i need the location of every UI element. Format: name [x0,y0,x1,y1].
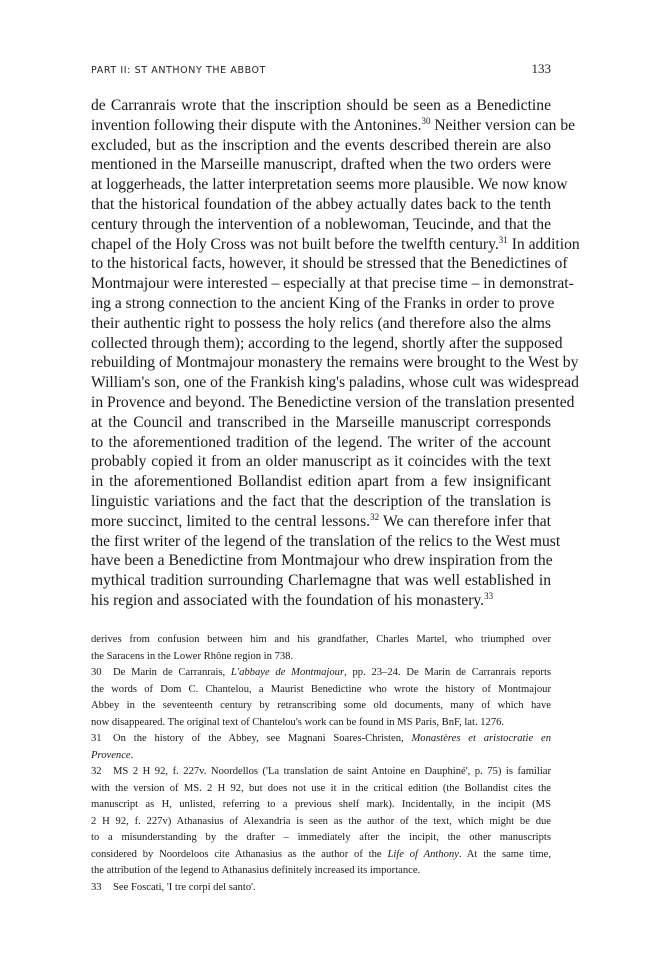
footnote-line: 33 See Foscati, 'I tre corpi del santo'. [91,880,551,897]
text-line: excluded, but as the inscription and the events described therein are also [91,136,551,154]
text-line: at the Council and transcribed in the Marseille manuscript corresponds [91,413,551,431]
text-line: linguistic variations and the fact that the description of the translation is [91,492,551,510]
footnote-line: Abbey in the seventeenth century by retranscribing some old documents, many of which have [91,700,551,711]
footnote-line: 31 On the history of the Abbey, see Magnani Soares-Christen, Monastères et aristocratie en [91,731,551,748]
footnote-line: the attribution of the legend to Athanasius definitely increased its importance. [91,865,421,876]
text-line: invention following their dispute with the Antonines.$^{30}$ Neither version can be [91,115,576,134]
text-line: mentioned in the Marseille manuscript, drafted when the two orders were [91,156,551,174]
footnote-33 [91,880,551,897]
text-line: their authentic right to possess the holy relics (and therefore also the alms [91,314,551,332]
footnote-number: 32 [91,766,102,777]
footnote-number: 30 [91,667,102,678]
text-line: have been a Benedictine from Montmajour who drew inspiration from the [91,552,553,570]
footnote-31 [91,731,551,764]
text-line: to the aforementioned tradition of the legend. The writer of the account [91,433,551,451]
text-line: at loggerheads, the latter interpretation seems more plausible. We now know [91,176,568,194]
footnote-line: 2 H 92, f. 227v) Athanasius of Alexandria is seen as the author of the text, which might be due [91,815,551,827]
footnote-line: now disappeared. The original text of Chantelou's work can be found in MS Paris, BnF, lat. 1276. [91,716,505,728]
footnote-line: derives from confusion between him and his grandfather, Charles Martel, who triumphed over [91,634,551,645]
text-line: ing a strong connection to the ancient King of the Franks in order to prove [91,294,555,312]
page-number: 133 [531,61,551,76]
text-line: that the historical foundation of the abbey actually dates back to the tenth [91,195,551,213]
text-line: more succinct, limited to the central lessons.$^{32}$ We can therefore infer that [91,511,552,530]
main-text [91,96,580,611]
footnote-line: to a misunderstanding by the drafter – immediately after the incipit, the other manuscripts [91,832,551,843]
footnote-line: the Saracens in the Lower Rhône region in 738. [91,650,294,662]
footnote-30 [91,665,551,731]
text-line: rebuilding of Montmajour monastery the remains were brought to the West by [91,354,579,372]
text-line: in the aforementioned Bollandist edition apart from a few insignificant [91,473,551,491]
footnotes [91,632,551,896]
footnote-line: 30 De Marin de Carranrais, L'abbaye de Montmajour, pp. 23–24. De Marin de Carranrais reports [91,665,551,682]
footnote-line: manuscript as H, unlisted, referring to a previous shelf mark). Incidentally, in the incipit (MS [91,799,551,810]
footnote-line: considered by Noordeloos cite Athanasius as the author of the Life of Anthony. At the same time, [91,848,552,860]
footnote-number: 31 [91,733,102,744]
page-header [91,61,551,77]
text-line: Montmajour were interested – especially at that precise time – in demonstrat- [91,275,574,293]
footnote-ref-30[interactable]: 30 [421,115,431,126]
footnote-ref-33[interactable]: 33 [484,590,494,601]
text-line: collected through them); according to the legend, shortly after the supposed [91,334,563,352]
footnote-32 [91,764,551,880]
footnote-ref-32[interactable]: 32 [370,511,380,522]
footnote-line: 32 MS 2 H 92, f. 227v. Noordellos ('La translation de saint Antoine en Dauphiné', p. 75) is familiar [91,764,551,781]
text-line: century through the intervention of a noblewoman, Teucinde, and that the [91,215,551,233]
text-line: de Carranrais wrote that the inscription should be seen as a Benedictine [91,97,551,114]
text-line: the first writer of the legend of the translation of the relics to the West must [91,532,561,550]
body-paragraph [91,96,580,611]
text-line: to the historical facts, however, it should be stressed that the Benedictines of [91,255,568,273]
footnote-line: with the version of MS. 2 H 92, but does not use it in the critical edition (the Bollandist cites the [91,782,551,794]
footnote-line: Provence. [91,749,134,761]
text-line: William's son, one of the Frankish king's paladins, whose cult was widespread [91,374,579,392]
footnote-number: 33 [91,881,102,893]
text-line: probably copied it from an older manuscript as it coincides with the text [91,453,551,471]
text-line: chapel of the Holy Cross was not built before the twelfth century.$^{31}$ In addition [91,234,580,253]
text-line: in Provence and beyond. The Benedictine version of the translation presented [91,393,575,411]
footnote-continuation [91,632,551,665]
footnote-ref-31[interactable]: 31 [498,234,508,245]
running-head: PART II: ST ANTHONY THE ABBOT [91,65,267,76]
footnote-line: the words of Dom C. Chantelou, a Maurist Benedictine who wrote the history of Montmajour [91,683,551,695]
text-line: his region and associated with the foundation of his monastery.$^{33}$ [91,590,494,609]
text-line: mythical tradition surrounding Charlemagne that was well established in [91,572,551,590]
